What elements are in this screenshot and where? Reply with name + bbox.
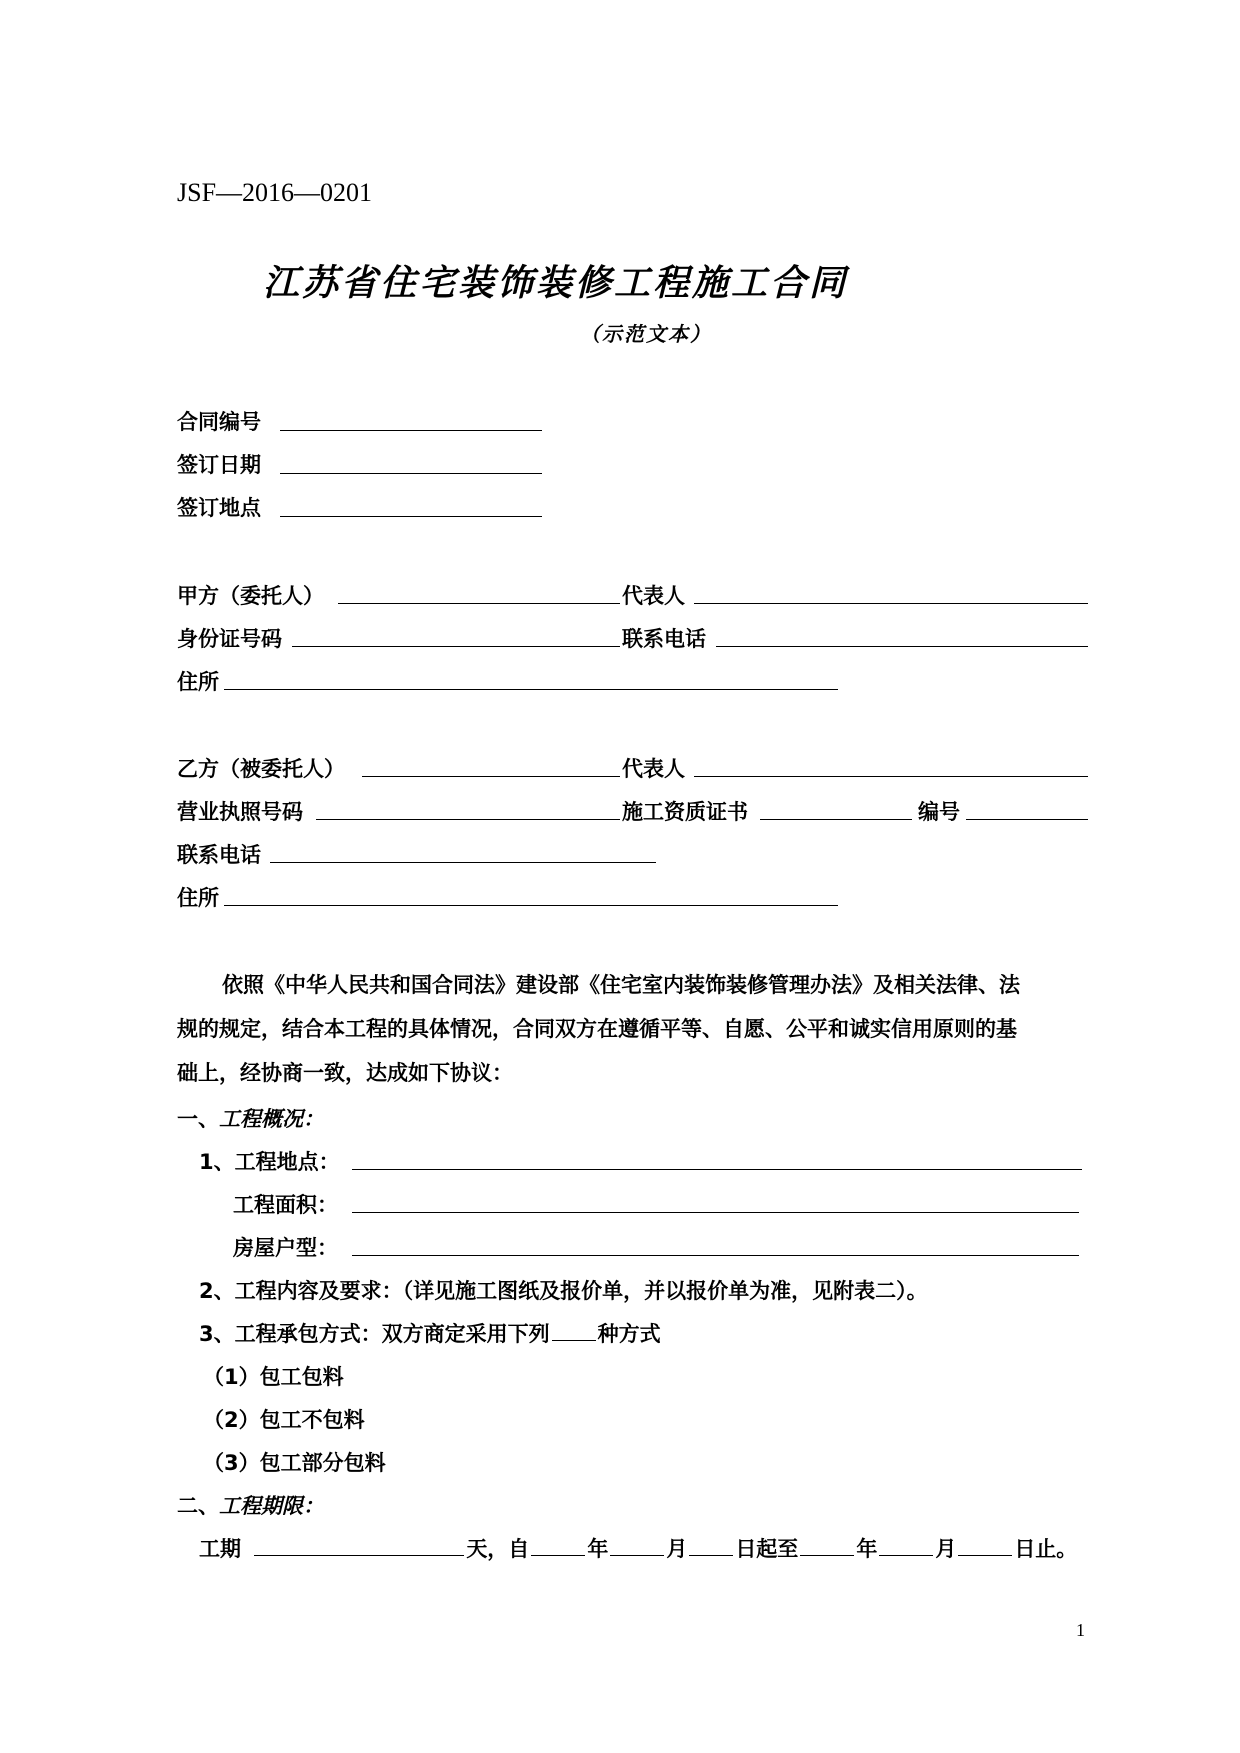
contract-subtitle: （示范文本） [580,322,712,346]
start-year-field[interactable] [531,1537,585,1556]
section-1-prefix: 一、 [177,1107,219,1131]
house-type-field[interactable] [352,1255,1079,1256]
preamble-line-3: 础上，经协商一致，达成如下协议： [177,1061,513,1085]
contract-mode-text: 3、工程承包方式：双方商定采用下列 [199,1322,550,1346]
party-b-qualification-field[interactable] [760,819,912,820]
section-2-title: 工程期限： [219,1494,324,1518]
area-field[interactable] [352,1212,1079,1213]
start-to-label: 日起至 [735,1537,799,1561]
start-month-label: 月 [666,1537,688,1561]
end-month-label: 月 [935,1537,957,1561]
party-b-rep-field[interactable] [694,776,1088,777]
end-year-label: 年 [856,1537,878,1561]
area-label: 工程面积： [233,1193,338,1217]
start-day-field[interactable] [689,1537,733,1556]
period-days-field[interactable] [254,1537,464,1556]
contract-mode-suffix: 种方式 [597,1322,661,1346]
contract-no-field[interactable] [280,430,542,431]
party-b-number-label: 编号 [918,800,960,824]
sign-date-label: 签订日期 [177,453,261,477]
option-3: （3）包工部分包料 [203,1451,386,1475]
party-b-license-label: 营业执照号码 [177,800,303,824]
party-b-phone-field[interactable] [270,862,656,863]
contract-mode-blank[interactable] [552,1322,596,1341]
page-number: 1 [1076,1620,1085,1640]
site-field[interactable] [352,1169,1082,1170]
contract-title: 江苏省住宅装饰装修工程施工合同 [263,263,849,304]
preamble-line-2: 规的规定，结合本工程的具体情况，合同双方在遵循平等、自愿、公平和诚实信用原则的基 [177,1017,1017,1041]
party-a-phone-field[interactable] [716,646,1088,647]
section-2-prefix: 二、 [177,1494,219,1518]
work-content-item: 2、工程内容及要求：（详见施工图纸及报价单，并以报价单为准，见附表二）。 [199,1279,928,1303]
house-type-label: 房屋户型： [233,1236,338,1260]
party-b-qualification-label: 施工资质证书 [622,800,748,824]
party-a-address-field[interactable] [224,689,838,690]
party-b-number-field[interactable] [966,819,1088,820]
preamble-line-1: 依照《中华人民共和国合同法》建设部《住宅室内装饰装修管理办法》及相关法律、法 [222,973,1020,997]
end-month-field[interactable] [879,1537,933,1556]
party-a-rep-field[interactable] [694,603,1088,604]
party-a-name-field[interactable] [338,603,620,604]
option-2: （2）包工不包料 [203,1408,365,1432]
period-line [199,1533,1077,1563]
site-label: 1、工程地点： [199,1150,340,1174]
party-b-phone-label: 联系电话 [177,843,261,867]
party-a-address-label: 住所 [177,670,219,694]
document-code: JSF—2016—0201 [177,178,373,207]
party-b-address-field[interactable] [224,905,838,906]
party-a-rep-label: 代表人 [622,584,685,608]
party-a-label: 甲方（委托人） [177,584,324,608]
party-b-name-field[interactable] [362,776,620,777]
sign-date-field[interactable] [280,473,542,474]
sign-place-label: 签订地点 [177,496,261,520]
party-a-id-label: 身份证号码 [177,627,282,651]
option-1: （1）包工包料 [203,1365,344,1389]
party-b-address-label: 住所 [177,886,219,910]
section-2-heading [177,1490,324,1520]
contract-mode-item [199,1318,661,1348]
start-month-field[interactable] [610,1537,664,1556]
end-day-field[interactable] [958,1537,1012,1556]
party-a-id-field[interactable] [292,646,620,647]
start-year-label: 年 [587,1537,609,1561]
section-1-heading [177,1103,324,1133]
party-b-license-field[interactable] [316,819,620,820]
end-label: 日止。 [1014,1537,1078,1561]
end-year-field[interactable] [800,1537,854,1556]
sign-place-field[interactable] [280,516,542,517]
period-from-label: 天，自 [466,1537,530,1561]
period-label: 工期 [199,1537,241,1561]
party-a-phone-label: 联系电话 [622,627,706,651]
contract-no-label: 合同编号 [177,410,261,434]
party-b-rep-label: 代表人 [622,757,685,781]
section-1-title: 工程概况： [219,1107,324,1131]
party-b-label: 乙方（被委托人） [177,757,345,781]
